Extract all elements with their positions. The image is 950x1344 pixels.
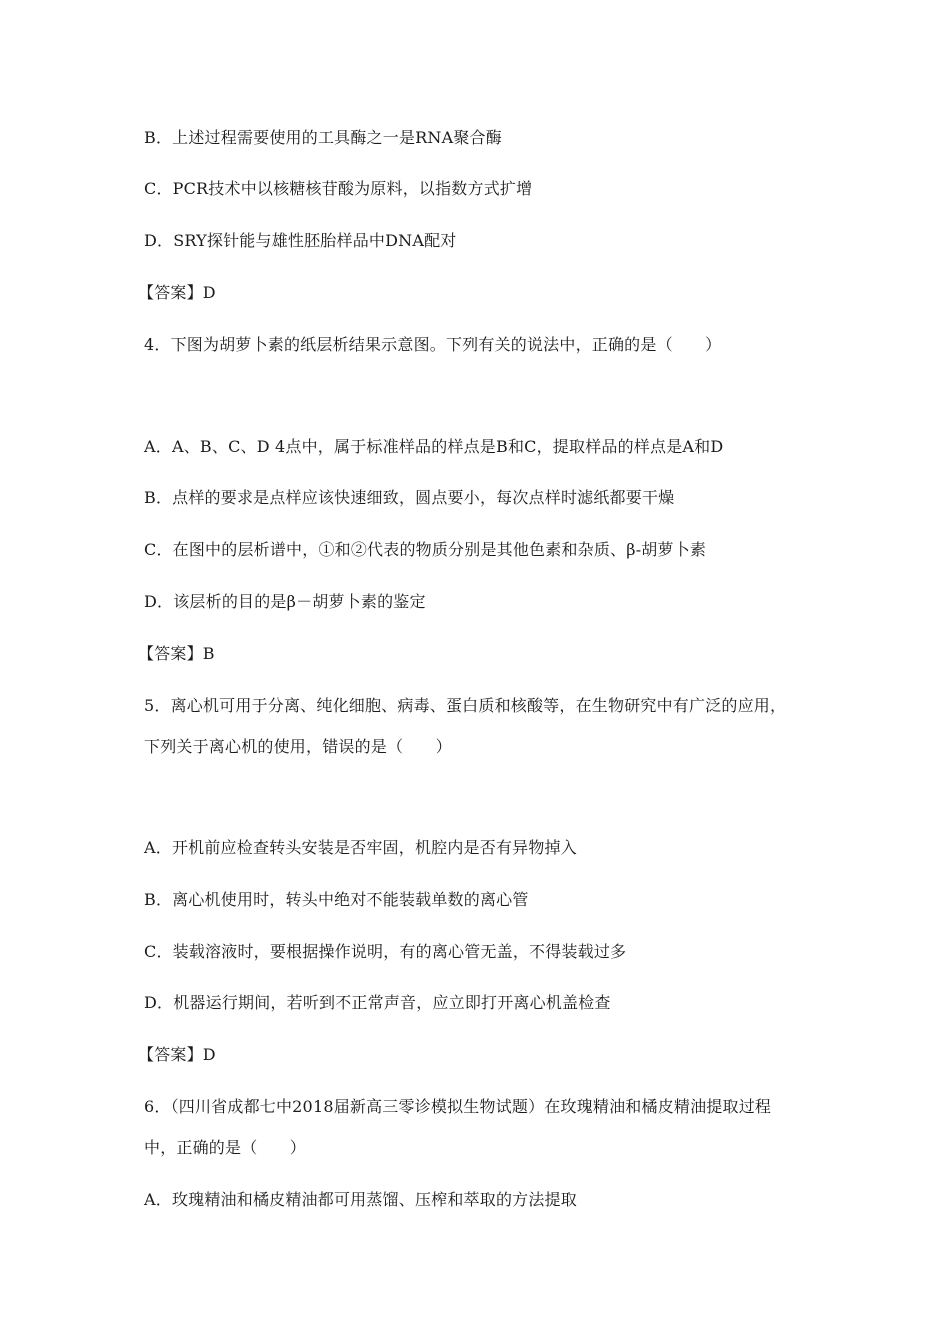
q3-option-c: C．PCR技术中以核糖核苷酸为原料，以指数方式扩增 bbox=[144, 179, 533, 198]
q4-stem: 4．下图为胡萝卜素的纸层析结果示意图。下列有关的说法中，正确的是（ ） bbox=[144, 335, 722, 354]
q5-option-d: D．机器运行期间，若听到不正常声音，应立即打开离心机盖检查 bbox=[144, 993, 611, 1012]
q3-option-b: B．上述过程需要使用的工具酶之一是RNA聚合酶 bbox=[144, 128, 502, 147]
q4-option-a: A．A、B、C、D 4点中，属于标准样品的样点是B和C，提取样品的样点是A和D bbox=[144, 437, 724, 456]
q5-stem-line2: 下列关于离心机的使用，错误的是（ ） bbox=[144, 737, 452, 756]
q4-option-b: B．点样的要求是点样应该快速细致，圆点要小，每次点样时滤纸都要干燥 bbox=[144, 488, 675, 507]
q4-option-c: C．在图中的层析谱中，①和②代表的物质分别是其他色素和杂质、β-胡萝卜素 bbox=[144, 540, 707, 559]
q5-answer: 【答案】D bbox=[138, 1045, 216, 1064]
q4-option-d: D．该层析的目的是β－胡萝卜素的鉴定 bbox=[144, 592, 426, 611]
q5-option-b: B．离心机使用时，转头中绝对不能装载单数的离心管 bbox=[144, 890, 529, 909]
q5-option-c: C．装载溶液时，要根据操作说明，有的离心管无盖，不得装载过多 bbox=[144, 942, 627, 961]
q5-option-a: A．开机前应检查转头安装是否牢固，机腔内是否有异物掉入 bbox=[144, 838, 577, 857]
q4-answer: 【答案】B bbox=[138, 644, 215, 663]
q6-stem-line2: 中，正确的是（ ） bbox=[144, 1138, 307, 1157]
q6-option-a: A．玫瑰精油和橘皮精油都可用蒸馏、压榨和萃取的方法提取 bbox=[144, 1190, 577, 1209]
q3-option-d: D．SRY探针能与雄性胚胎样品中DNA配对 bbox=[144, 231, 457, 250]
q6-stem-line1: 6．（四川省成都七中2018届新高三零诊模拟生物试题）在玫瑰精油和橘皮精油提取过程 bbox=[144, 1097, 772, 1116]
q5-stem-line1: 5．离心机可用于分离、纯化细胞、病毒、蛋白质和核酸等，在生物研究中有广泛的应用， bbox=[144, 696, 787, 715]
q3-answer: 【答案】D bbox=[138, 283, 216, 302]
